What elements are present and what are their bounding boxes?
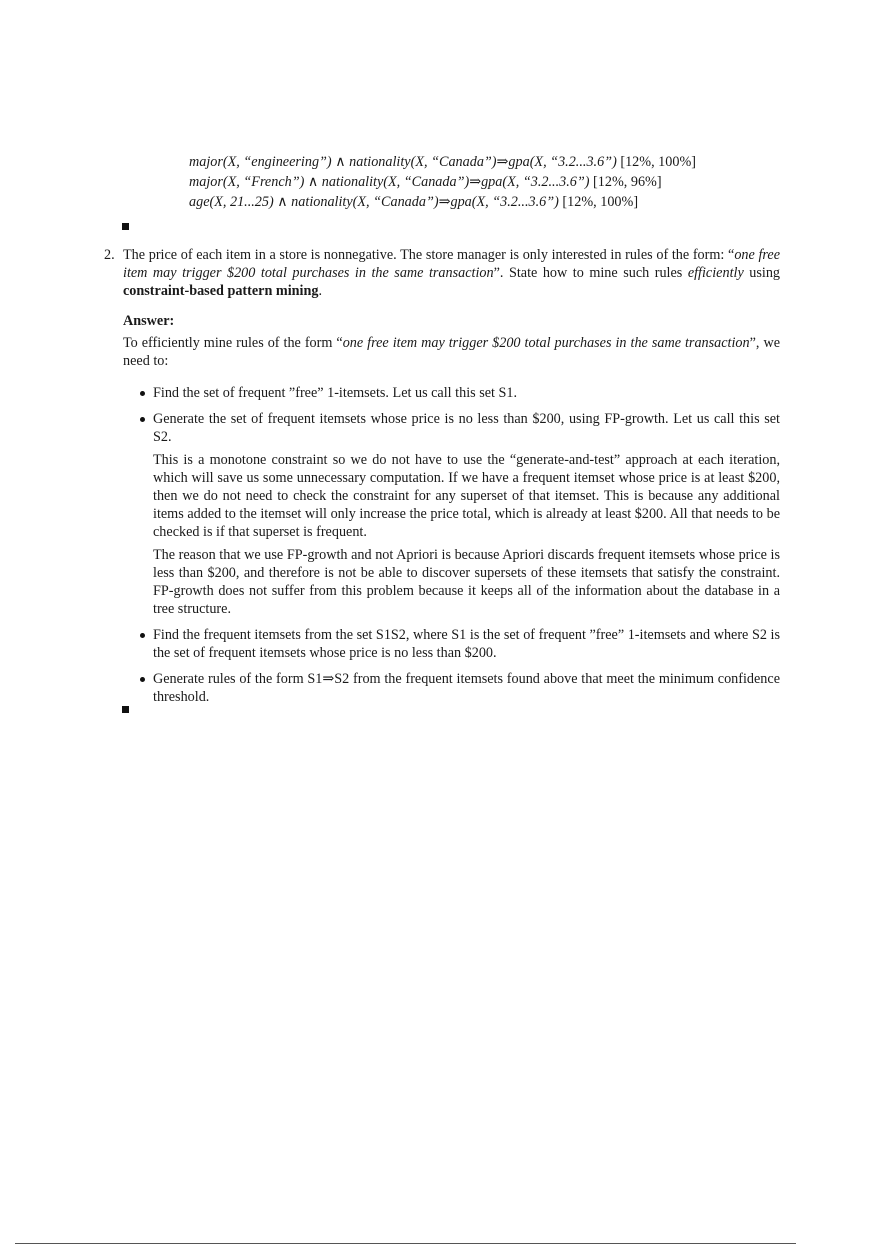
question-quote: one free item may trigger $200 total purchases in the same transaction	[123, 247, 781, 281]
question-text: The price of each item in a store is nonnegative. The store manager is only interested in rules of the form: “one free item may trigger $200 total purchases in the same transaction”. State how to mine such rules efficiently using constraint-based pattern mining.	[123, 247, 781, 299]
step-paragraph: Generate the set of frequent itemsets whose price is no less than $200, using FP-growth. Let us call this set S2.	[153, 411, 780, 445]
answer-quote: one free item may trigger $200 total purchases in the same transaction	[342, 335, 750, 351]
formula-stats: [12%, 100%]	[562, 194, 639, 210]
formula-line	[189, 192, 829, 212]
step-paragraph: Find the frequent itemsets from the set S1S2, where S1 is the set of frequent ”free” 1-itemsets and where S2 is the set of frequent itemsets whose price is no less than $200.	[153, 627, 780, 661]
formula-stats: [12%, 100%]	[620, 154, 696, 170]
answer-steps-list	[123, 384, 780, 706]
monotone-explanation: This is a monotone constraint so we do not have to use the “generate-and-test” approach at each iteration, which will save us some unnecessary computation. If we have a frequent itemset whose price is at least $200, then we do not need to check the constraint for any superset of that itemset. This is because any additional items added to the itemset will only increase the price total, which is already at least $200. All that needs to be checked is if that superset is frequent.	[153, 452, 780, 540]
footer-rule	[15, 1243, 796, 1244]
question-body	[123, 246, 780, 706]
list-item	[123, 410, 780, 618]
association-rules-block	[189, 152, 829, 212]
formula-expression: major(X, “engineering”) ∧ nationality(X, “Canada”)⇒gpa(X, “3.2...3.6”)	[189, 154, 617, 170]
formula-stats: [12%, 96%]	[593, 174, 662, 190]
step-paragraph: Find the set of frequent ”free” 1-itemsets. Let us call this set S1.	[153, 385, 518, 401]
question-number: 2.	[104, 247, 115, 263]
end-of-proof-square	[122, 223, 129, 230]
formula-line	[189, 152, 829, 172]
list-item	[123, 670, 780, 706]
list-item	[123, 626, 780, 662]
answer-intro: To efficiently mine rules of the form “one free item may trigger $200 total purchases in the same transaction”, we need to:	[123, 335, 781, 369]
step-paragraph: Generate rules of the form S1⇒S2 from the frequent itemsets found above that meet the minimum confidence threshold.	[153, 671, 780, 705]
bullet-icon	[140, 677, 145, 682]
constraint-mining-term: constraint-based pattern mining	[123, 283, 319, 299]
list-item	[123, 384, 780, 402]
bullet-icon	[140, 633, 145, 638]
bullet-icon	[140, 417, 145, 422]
question-item	[104, 246, 780, 714]
formula-line	[189, 172, 829, 192]
bullet-icon	[140, 391, 145, 396]
efficiently-emphasis: efficiently	[687, 265, 744, 281]
formula-expression: major(X, “French”) ∧ nationality(X, “Canada”)⇒gpa(X, “3.2...3.6”)	[189, 174, 590, 190]
fp-growth-explanation: The reason that we use FP-growth and not Apriori is because Apriori discards frequent itemsets whose price is less than $200, and therefore is not be able to discover supersets of these itemsets that satisfy the constraint. FP-growth does not suffer from this problem because it keeps all of the information about the database in a tree structure.	[153, 547, 780, 617]
end-of-proof-square	[122, 706, 129, 713]
formula-expression: age(X, 21...25) ∧ nationality(X, “Canada”)⇒gpa(X, “3.2...3.6”)	[189, 194, 559, 210]
answer-label: Answer:	[123, 313, 175, 329]
